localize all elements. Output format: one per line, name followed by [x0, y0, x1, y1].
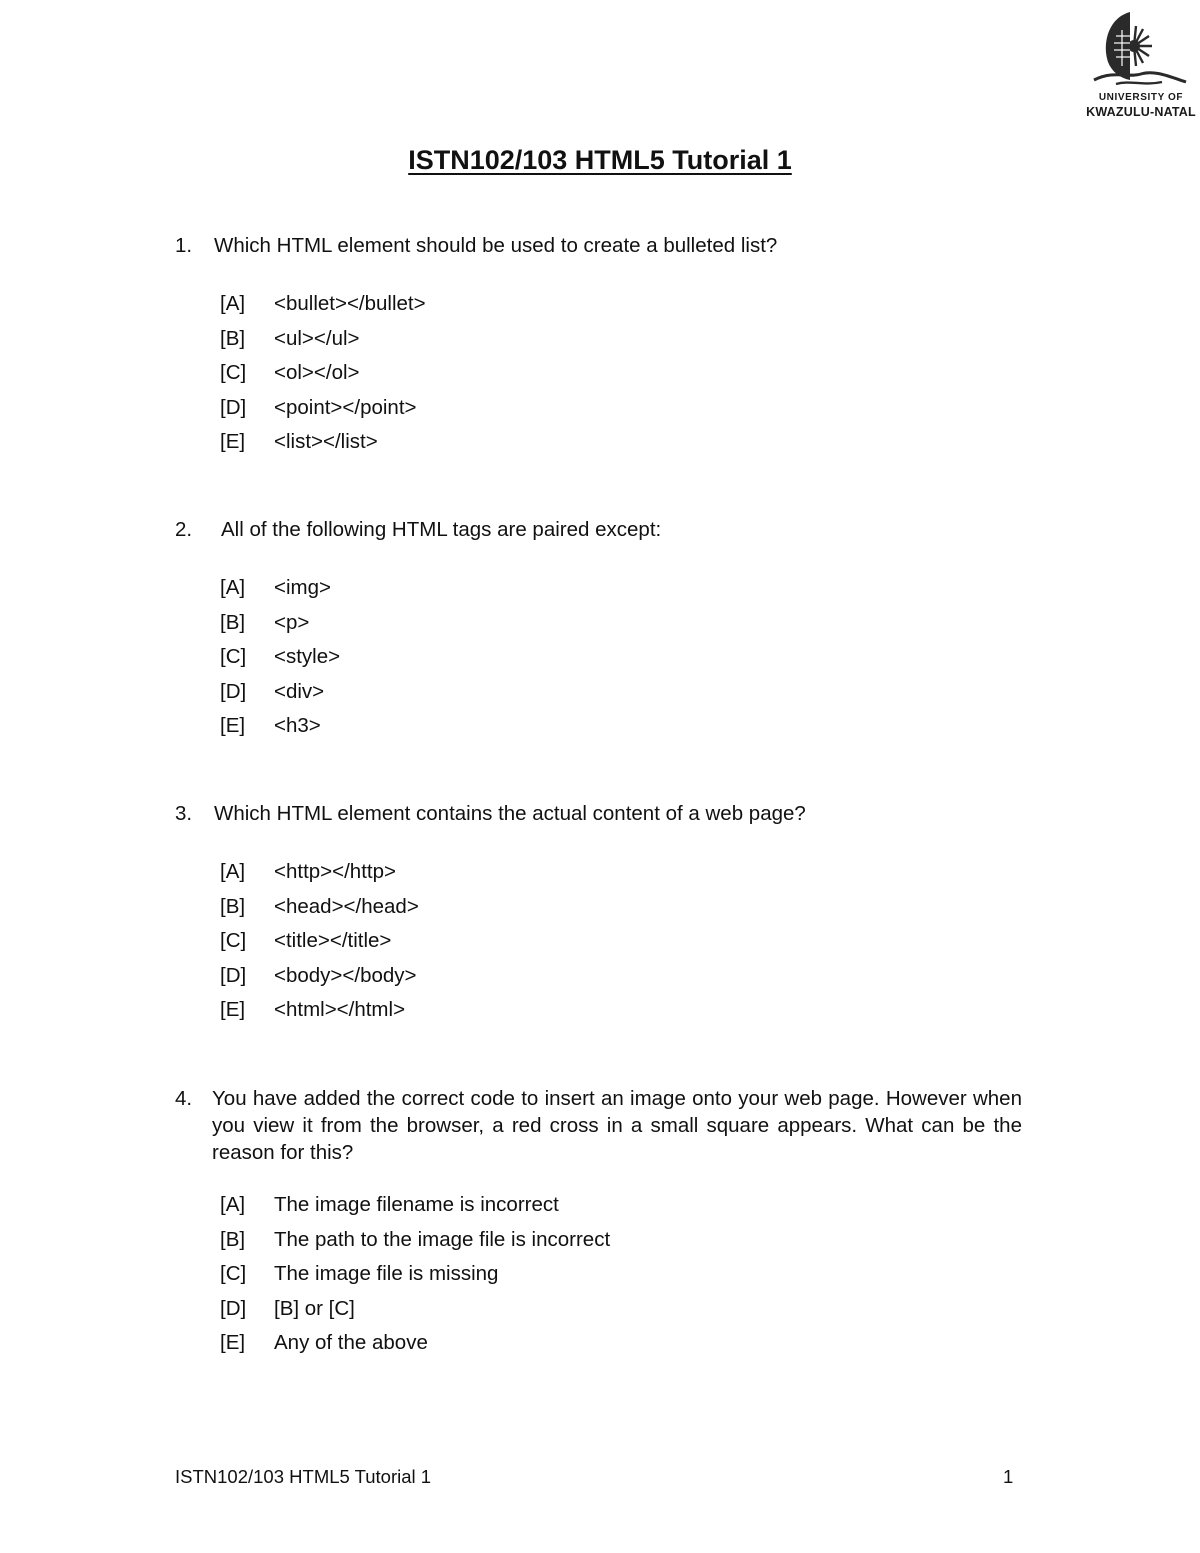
answer-option: [175, 855, 1025, 890]
option-text: <point></point>: [274, 395, 417, 419]
option-letter: [E]: [220, 430, 246, 453]
answer-option: [175, 924, 1025, 959]
option-letter: [C]: [220, 645, 247, 668]
question-stem: [175, 800, 1025, 827]
question-2: [175, 516, 1025, 744]
question-text: All of the following HTML tags are paired except:: [221, 518, 662, 541]
answer-option: [175, 640, 1025, 675]
option-text: <title></title>: [274, 929, 392, 952]
answer-option: [175, 1292, 1025, 1327]
answer-option: [175, 959, 1025, 994]
option-letter: [C]: [220, 1262, 247, 1285]
option-letter: [D]: [220, 679, 247, 703]
option-letter: [A]: [220, 1193, 246, 1216]
option-text: <bullet></bullet>: [274, 292, 426, 315]
question-4: [175, 1085, 1025, 1361]
question-3: [175, 800, 1025, 1028]
answer-option: [175, 425, 1025, 460]
option-text: <p>: [274, 610, 310, 634]
option-text: <list></list>: [274, 430, 378, 453]
option-text: <ul></ul>: [274, 326, 360, 350]
answer-option: [175, 1257, 1025, 1292]
option-letter: [E]: [220, 998, 246, 1021]
question-text: Which HTML element should be used to create a bulleted list?: [214, 234, 778, 257]
question-stem: [175, 516, 1025, 543]
question-stem: [175, 232, 1025, 259]
answer-option: [175, 606, 1025, 641]
answer-option: [175, 322, 1025, 357]
option-text: <head></head>: [274, 894, 419, 918]
answer-option: [175, 1326, 1025, 1361]
option-text: <html></html>: [274, 998, 406, 1021]
option-letter: [B]: [220, 894, 246, 918]
option-text: <img>: [274, 576, 331, 599]
option-letter: [D]: [220, 395, 247, 419]
answer-options: [175, 287, 1025, 460]
option-text: The image file is missing: [274, 1262, 499, 1285]
question-text: Which HTML element contains the actual content of a web page?: [214, 802, 806, 825]
question-number: 2.: [175, 518, 193, 541]
option-letter: [B]: [220, 1227, 246, 1251]
footer-title: ISTN102/103 HTML5 Tutorial 1: [175, 1466, 432, 1487]
page-title: ISTN102/103 HTML5 Tutorial 1: [408, 145, 792, 175]
option-text: <div>: [274, 679, 325, 703]
option-letter: [A]: [220, 576, 246, 599]
question-number: 1.: [175, 234, 193, 257]
answer-option: [175, 709, 1025, 744]
option-text: <h3>: [274, 714, 321, 737]
answer-option: [175, 993, 1025, 1028]
question-number: 4.: [175, 1087, 193, 1110]
question-text: You have added the correct code to insert an image onto your web page. However when you view it from the browser, a red cross in a small square appears. What can be the reason for this?: [212, 1087, 1022, 1164]
answer-options: [175, 571, 1025, 744]
option-text: <ol></ol>: [274, 361, 360, 384]
answer-options: [175, 1188, 1025, 1361]
logo-text-line2: KWAZULU-NATAL: [1086, 105, 1196, 119]
answer-options: [175, 855, 1025, 1028]
option-letter: [D]: [220, 963, 247, 987]
option-text: Any of the above: [274, 1331, 428, 1354]
option-letter: [E]: [220, 714, 246, 737]
answer-option: [175, 391, 1025, 426]
answer-option: [175, 356, 1025, 391]
option-letter: [C]: [220, 361, 247, 384]
option-letter: [B]: [220, 326, 246, 350]
question-stem: [175, 1085, 1025, 1166]
option-text: <http></http>: [274, 860, 396, 883]
university-logo: [1086, 10, 1196, 122]
logo-text-line1: UNIVERSITY OF: [1098, 92, 1184, 103]
answer-option: [175, 287, 1025, 322]
question-number: 3.: [175, 802, 193, 825]
option-letter: [A]: [220, 292, 246, 315]
answer-option: [175, 571, 1025, 606]
answer-option: [175, 675, 1025, 710]
answer-option: [175, 890, 1025, 925]
option-text: <style>: [274, 645, 341, 668]
option-text: The image filename is incorrect: [274, 1193, 559, 1216]
option-text: The path to the image file is incorrect: [274, 1227, 611, 1251]
option-text: [B] or [C]: [274, 1296, 355, 1320]
option-text: <body></body>: [274, 963, 417, 987]
option-letter: [A]: [220, 860, 246, 883]
answer-option: [175, 1188, 1025, 1223]
page-number: 1: [1003, 1466, 1014, 1487]
option-letter: [C]: [220, 929, 247, 952]
question-1: [175, 232, 1025, 460]
answer-option: [175, 1223, 1025, 1258]
option-letter: [B]: [220, 610, 246, 634]
option-letter: [D]: [220, 1296, 247, 1320]
logo-emblem-icon: [1086, 10, 1196, 92]
option-letter: [E]: [220, 1331, 246, 1354]
